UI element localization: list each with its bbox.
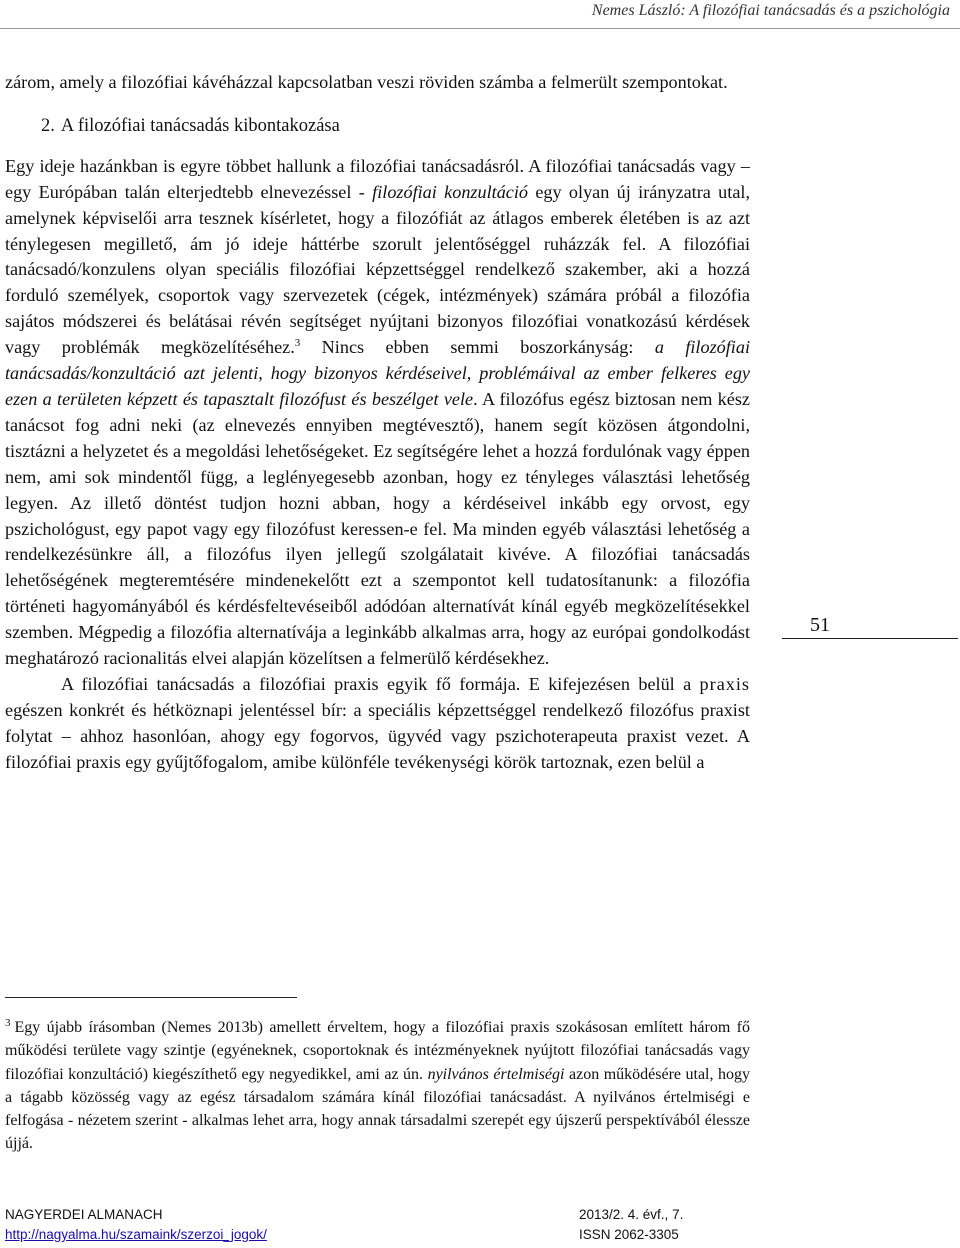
footnote-rule xyxy=(5,997,297,998)
lead-paragraph: zárom, amely a filozófiai kávéházzal kapcsolatban veszi röviden számba a felmerült szempontokat. xyxy=(5,72,728,92)
p1-italic-term: filozófiai konzultáció xyxy=(372,181,529,202)
p2-text-1: A filozófiai tanácsadás a filozófiai praxis egyik fő formája. E kifejezésen belül a xyxy=(61,673,700,694)
page-number: 51 xyxy=(782,612,958,639)
footnote-italic-term: nyilvános értelmiségi xyxy=(427,1065,565,1083)
running-head-title: Nemes László: A filozófiai tanácsadás és a pszichológia xyxy=(591,2,950,19)
section-number: 2. xyxy=(41,115,55,136)
section-heading xyxy=(5,114,750,140)
p1-text-1: Egy ideje hazánkban is egyre többet hallunk a filozófiai tanácsadásról. A filozófiai tanácsadás vagy – egy Európában talán elterjedtebb elnevezéssel - xyxy=(5,155,750,202)
p2-spaced-term: praxis xyxy=(699,673,750,694)
main-text xyxy=(5,70,750,776)
copyright-link[interactable]: http://nagyalma.hu/szamaink/szerzoi_jogok/ xyxy=(5,1227,267,1242)
p1-text-2: egy olyan új irányzatra utal, amelynek képviselői arra tesznek kísérletet, hogy a filozófiát az átlagos emberek életében is az azt ténylegesen megillető, ám jó ideje háttérbe szorult jelentőséggel ruházzák fel. A filozófiai tanácsadó/konzulens olyan speciális filozófiai képzettséggel rendelkező szakember, aki a hozzá forduló személyek, csoportok vagy szervezetek (cégek, intézmények) számára próbál a filozófia sajátos módszerei és belátásai révén segítséget nyújtani bizonyos filozófiai vonatkozású kérdések vagy problémák megközelítéséhez. xyxy=(5,181,750,358)
paragraph-2 xyxy=(5,672,750,776)
footnote-text-1: Egy újabb írásomban (Nemes 2013b) amellett érveltem, hogy a filozófiai praxis szokásosan említett három fő működési területe vagy szintje (egyéneknek, csoportoknak és intézményeknek nyújtott filozófiai tanácsadás vagy filozófiai konzultáció) kiegészíthető egy negyedikkel, ami az ún. xyxy=(5,1019,750,1083)
footnote xyxy=(5,1012,750,1156)
section-title: A filozófiai tanácsadás kibontakozása xyxy=(60,115,340,136)
footnote-reference[interactable]: 3 xyxy=(294,337,301,350)
journal-name: NAGYERDEI ALMANACH xyxy=(5,1207,163,1222)
paragraph-1 xyxy=(5,154,750,672)
footnote-number: 3 xyxy=(5,1017,11,1029)
p1-italic-definition: a filozófiai tanácsadás/konzultáció azt jelenti, hogy bizonyos kérdéseivel, problémáival az ember felkeres egy ezen a területen képzett és tapasztalt filozófust és beszélget vele xyxy=(5,337,750,409)
header-rule xyxy=(0,28,960,29)
p1-text-4: . A filozófus egész biztosan nem kész tanácsot fog adni neki (az elnevezés ennyiben megtévesztő), hanem segít közösen átgondolni, tisztázni a helyzetet és a megoldási lehetőségeket. Ez segítségére lehet a hozzá fordulónak vagy éppen nem, ami sok mindentől függ, a leglényegesebb azonban, hogy ez tényleges választási lehetőség legyen. Az illető döntést tudjon hozni abban, hogy a kérdéseivel inkább egy orvost, egy pszichológust, egy papot vagy egy filozófust keressen-e fel. Ma minden egyéb választási lehetőség a rendelkezésünkre áll, a filozófus ilyen jellegű szolgálatait kivéve. A filozófiai tanácsadás lehetőségének megteremtésére mindenekelőtt ezt a szempontot kell tudatosítanunk: a filozófia történeti hagyományából és kérdésfeltevéseiből adódóan alternatívát kínál egyéb megközelítésekkel szemben. Mégpedig a filozófia alternatívája a leginkább alkalmas arra, hogy az európai gondolkodást meghatározó racionalitás elvei alapján közelítsen a felmerülő kérdésekhez. xyxy=(5,388,751,669)
p1-text-3: Nincs ebben semmi boszorkányság: xyxy=(300,337,655,358)
page-footer xyxy=(5,1205,750,1245)
p2-text-2: egészen konkrét és hétköznapi jelentéssel bír: a speciális képzettséggel rendelkező filozófus praxist folytat – ahhoz hasonlóan, ahogy egy fogorvos, ügyvéd vagy pszichoterapeuta praxist vezet. A filozófiai praxis egy gyűjtőfogalom, amibe különféle tevékenységi körök tartoznak, ezen belül a xyxy=(5,699,750,772)
footnote-text-2: azon működésére utal, hogy a tágabb közösség vagy az egész társadalom számára kínál filozófiai tanácsadást. A nyilvános értelmiségi e felfogása - nézetem szerint - alkalmas lehet arra, hogy annak társadalmi szerepét egy újszerű perspektívából élessze újjá. xyxy=(5,1065,751,1153)
issn: ISSN 2062-3305 xyxy=(579,1227,679,1242)
issue-info: 2013/2. 4. évf., 7. xyxy=(579,1207,684,1222)
